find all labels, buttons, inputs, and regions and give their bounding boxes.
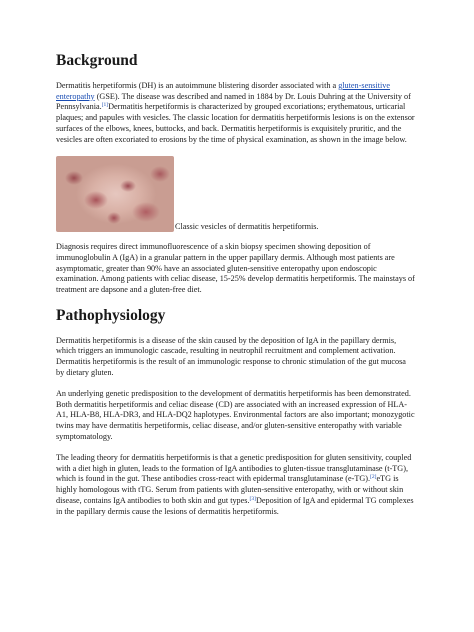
pathophysiology-heading: Pathophysiology	[56, 306, 166, 324]
text-segment: Deposition of IgA and epidermal TG complexes in the papillary dermis cause the lesions of dermatitis herpetiformis.	[56, 495, 414, 516]
background-paragraph-1	[56, 81, 416, 145]
text-segment: The leading theory for dermatitis herpetiformis is that a genetic predisposition for gluten sensitivity, coupled with a diet high in gluten, leads to the formation of IgA antibodies to gluten-tissue transglutaminase (t-TG), which is found in the gut. These antibodies cross-react with epidermal transglutaminase (e-TG).	[56, 453, 412, 484]
text-segment: Dermatitis herpetiformis is characterized by grouped excoriations; erythematous, urticarial plaques; and papules with vesicles. The classic location for dermatitis herpetiformis lesions is on the extensor surfaces of the elbows, knees, buttocks, and back. Dermatitis herpetiformis is exquisitely pruritic, and the vesicles are often excoriated to erosions by the time of physical examination, as shown in the image below.	[56, 102, 415, 144]
background-paragraph-2: Diagnosis requires direct immunofluorescence of a skin biopsy specimen showing deposition of immunoglobulin A (IgA) in a granular pattern in the upper papillary dermis. Although most patients are asymptomatic, greater than 90% have an associated gluten-sensitive enteropathy upon endoscopic examination. Among patients with celiac disease, 15-25% develop dermatitis herpetiformis. The mainstays of treatment are dapsone and a gluten-free diet.	[56, 242, 415, 295]
figure-caption: Classic vesicles of dermatitis herpetiformis.	[175, 221, 319, 231]
pathophysiology-paragraph-1: Dermatitis herpetiformis is a disease of the skin caused by the deposition of IgA in the papillary dermis, which triggers an immunologic cascade, resulting in neutrophil recruitment and complement activation. Dermatitis herpetiformis is the result of an immunologic response to chronic stimulation of the gut mucosa by dietary gluten.	[56, 335, 406, 377]
reference-1-link[interactable]: [1]	[101, 102, 109, 109]
figure	[56, 156, 416, 232]
pathophysiology-paragraph-3	[56, 453, 416, 517]
text-segment: (GSE). The disease was described and named in 1884 by Dr. Louis Duhring at the University of Pennsylvania.	[56, 91, 411, 112]
background-heading: Background	[56, 52, 138, 69]
text-segment: Dermatitis herpetiformis (DH) is an autoimmune blistering disorder associated with a	[56, 81, 339, 90]
reference-2-link[interactable]: [2]	[370, 474, 377, 481]
pathophysiology-paragraph-2: An underlying genetic predisposition to the development of dermatitis herpetiformis has been demonstrated. Both dermatitis herpetiformis and celiac disease (CD) are associated with an increased expression of HLA-A1, HLA-B8, HLA-DR3, and HLA-DQ2 haplotypes. Environmental factors are also important; monozygotic twins may have dermatitis herpetiformis, celiac disease, and/or gluten-sensitive enteropathy with variable symptomatology.	[56, 389, 415, 441]
reference-3-link[interactable]: [3]	[249, 495, 256, 502]
text-segment: eTG is highly homologous with tTG. Serum from patients with gluten-sensitive enteropathy, with or without skin disease, contains IgA antibodies to both skin and gut types.	[56, 474, 404, 505]
document-page	[56, 52, 416, 517]
skin-lesion-photo	[56, 156, 174, 232]
gluten-sensitive-enteropathy-link[interactable]: gluten-sensitive enteropathy	[56, 81, 391, 101]
